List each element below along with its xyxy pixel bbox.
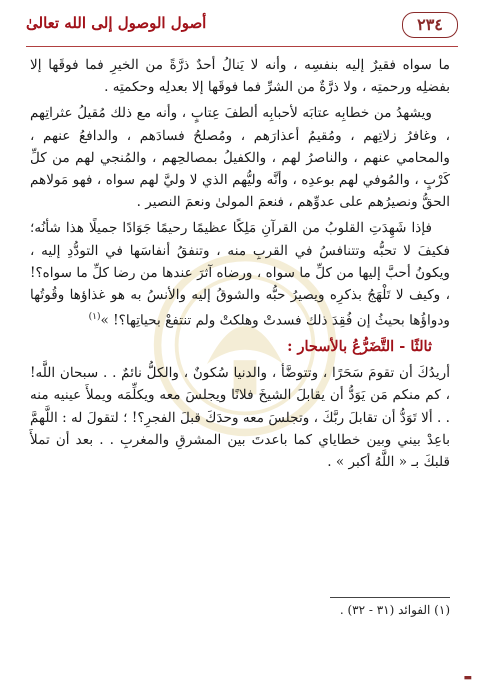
page-header	[26, 8, 458, 42]
page-body	[30, 54, 450, 477]
paragraph: ويشهدُ من خطابِه عتابَه لأحبابِه ألطفَ عِتابٍ ، وأنه مع ذلك مُقيلُ عثراتِهم ، وغافرُ زلاتِهم ، ومُقيمُ أعذارَهم ، ومُصلحُ فسادَهم ، والدافعُ عنهم ، والمحامي عنهم ، والناصرُ لهم ، والكفيلُ بمصالحِهم ، والمُنجي لهم من كلِّ كَرْبٍ ، والمُوفي لهم بوعدِه ، وأنَّه وليُّهم الذي لا وليَّ لهم سواه ، فهو مَولاهم الحقُّ ونصيرُهم على عدوِّهم ، فنعمَ المولىٰ ونعمَ النصير .	[30, 105, 450, 211]
header-rule	[26, 46, 458, 47]
paragraph	[30, 217, 450, 332]
footnote: (١) الفوائد (٣١ - ٣٢) .	[339, 603, 450, 617]
page-number: ٢٣٤	[402, 12, 458, 38]
section-heading: ثالثًا - التَّضَرُّعُ بالأسحار :	[287, 337, 432, 355]
running-title: أصول الوصول إلى الله تعالىٰ	[26, 14, 207, 32]
footnote-reference[interactable]: (١)	[88, 312, 101, 323]
corner-ornament: ▬	[463, 673, 472, 683]
paragraph: أريدُكَ أن تقومَ سَحَرًا ، وتتوضَّأ ، والدنيا سُكونٌ ، والكلُّ نائمٌ . . سبحان اللَّه! ، كم منكم مَن يَوَدُّ أن يقابلَ الشيخَ فلانًا ويجلسَ معه ويكلِّمَه ويملأَ عينيه منه . . ألا تَوَدُّ أن تقابلَ ربَّكَ ، وتجلسَ معه وحدَكَ قبلَ الفجرِ؟! ؛ لتقولَ له : اللَّهمَّ باعِدْ بيني وبين خطاياي كما باعدتَ بين المشرقِ والمغربِ . . بعد أن تملأَ قلبكَ بـ « اللَّهُ أكبر » .	[30, 365, 450, 470]
footnote-divider	[330, 597, 450, 598]
paragraph: ما سواه فقيرٌ إليه بنفسِه ، وأنه لا يَنالُ أحدٌ ذرَّةً من الخيرِ فما فوقَها إلا بفضلِه ورحمتِه ، ولا ذرَّةٌ من الشرِّ فما فوقَها إلا بعدلِه وحكمتِه .	[30, 57, 451, 96]
paragraph-text: فإذا شَهِدَتِ القلوبُ من القرآنِ مَلِكًا عظيمًا رحيمًا جَوَادًا جميلًا هذا شأنُه؛ فكيفَ لا تحبُّه وتتنافسُ في القربِ منه ، وتنفقُ أنفاسَها في التودُّدِ إليه ، ويكونُ أحبَّ إليها من كلِّ ما سواه ، ورضاه آثرَ عندها من رضا كلِّ ما سواه؟! ، وكيف لا تَلْهَجُ بذكرِه ويصيرُ حبُّه والشوقُ إليه والأنسُ به هو غذاؤها وقُوتُها ودواؤُها بحيثُ إن فُقِدَ ذلك فسدتْ وهلكتْ ولم تنتفعْ بحياتِها؟! »	[30, 220, 450, 329]
